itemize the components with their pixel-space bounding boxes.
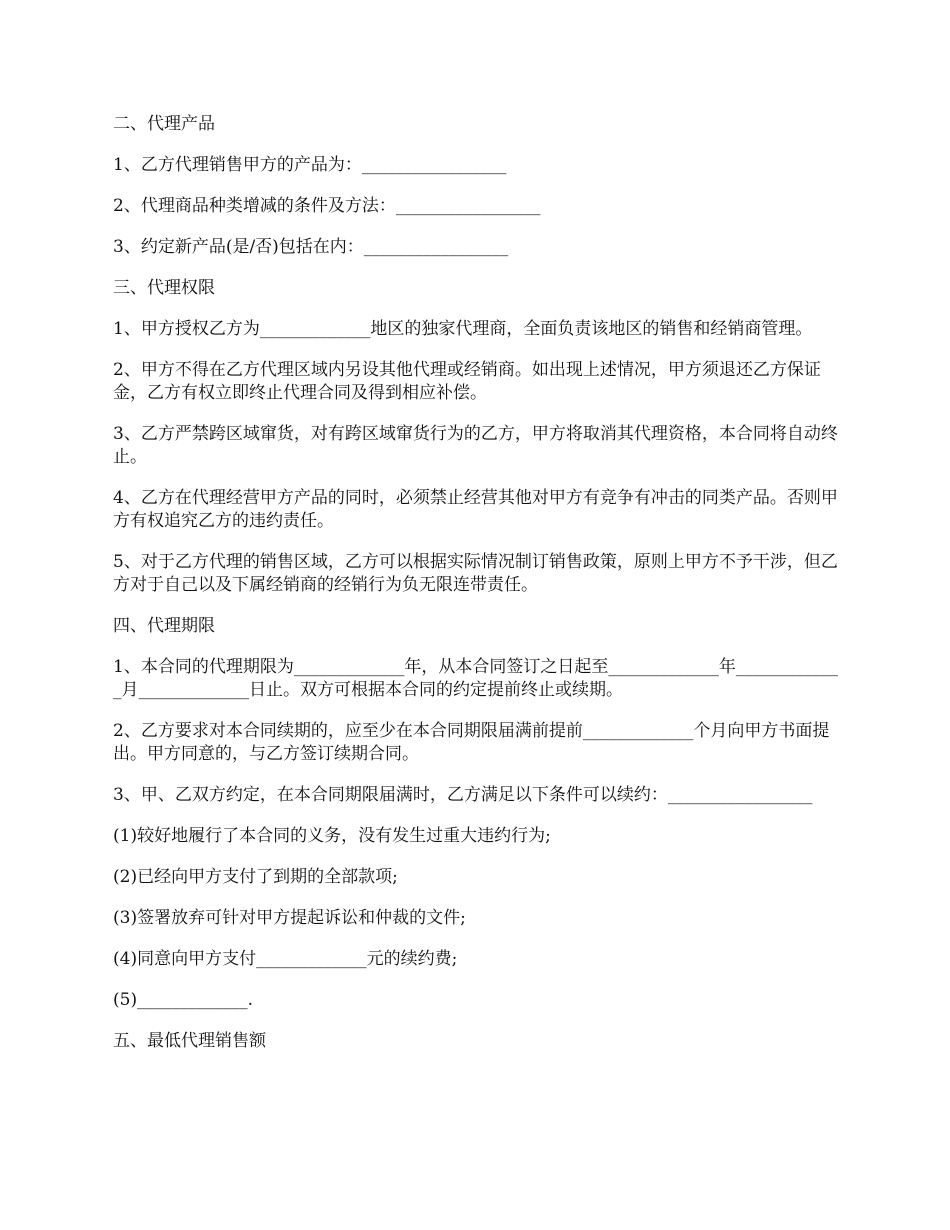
renewal-condition-1: (1)较好地履行了本合同的义务，没有发生过重大违约行为; <box>113 826 551 846</box>
document-body <box>113 113 841 1071</box>
clause-product-2: 2、代理商品种类增减的条件及方法：_________________ <box>113 196 541 216</box>
section-heading-authority: 三、代理权限 <box>113 278 215 298</box>
clause-term-2: 2、乙方要求对本合同续期的，应至少在本合同期限届满前提前_____________个月向甲方书面提出。甲方同意的，与乙方签订续期合同。 <box>113 721 830 764</box>
clause-product-3: 3、约定新产品(是/否)包括在内：_________________ <box>113 237 509 257</box>
clause-authority-1: 1、甲方授权乙方为_____________地区的独家代理商，全面负责该地区的销售和经销商管理。 <box>113 319 813 339</box>
section-heading-minimum-sales: 五、最低代理销售额 <box>113 1031 266 1051</box>
clause-authority-3: 3、乙方严禁跨区域窜货，对有跨区域窜货行为的乙方，甲方将取消其代理资格，本合同将自动终止。 <box>113 424 838 467</box>
renewal-condition-3: (3)签署放弃可针对甲方提起诉讼和仲裁的文件; <box>113 908 466 928</box>
renewal-condition-4: (4)同意向甲方支付_____________元的续约费; <box>113 949 458 969</box>
renewal-condition-5: (5)_____________. <box>113 990 253 1010</box>
renewal-condition-2: (2)已经向甲方支付了到期的全部款项; <box>113 867 398 887</box>
clause-term-1: 1、本合同的代理期限为_____________年，从本合同签订之日起至_____________年_____________月_____________日止。双方可根据本合同的约定提前终止或续期。 <box>113 657 838 700</box>
clause-authority-5: 5、对于乙方代理的销售区域，乙方可以根据实际情况制订销售政策，原则上甲方不予干涉，但乙方对于自己以及下属经销商的经销行为负无限连带责任。 <box>113 552 838 595</box>
clause-authority-4: 4、乙方在代理经营甲方产品的同时，必须禁止经营其他对甲方有竞争有冲击的同类产品。否则甲方有权追究乙方的违约责任。 <box>113 488 838 531</box>
section-heading-term: 四、代理期限 <box>113 616 215 636</box>
clause-product-1: 1、乙方代理销售甲方的产品为：_________________ <box>113 155 507 175</box>
clause-term-3: 3、甲、乙双方约定，在本合同期限届满时，乙方满足以下条件可以续约：_________________ <box>113 785 813 805</box>
clause-authority-2: 2、甲方不得在乙方代理区域内另设其他代理或经销商。如出现上述情况，甲方须退还乙方保证金，乙方有权立即终止代理合同及得到相应补偿。 <box>113 360 821 403</box>
section-heading-product: 二、代理产品 <box>113 114 215 134</box>
